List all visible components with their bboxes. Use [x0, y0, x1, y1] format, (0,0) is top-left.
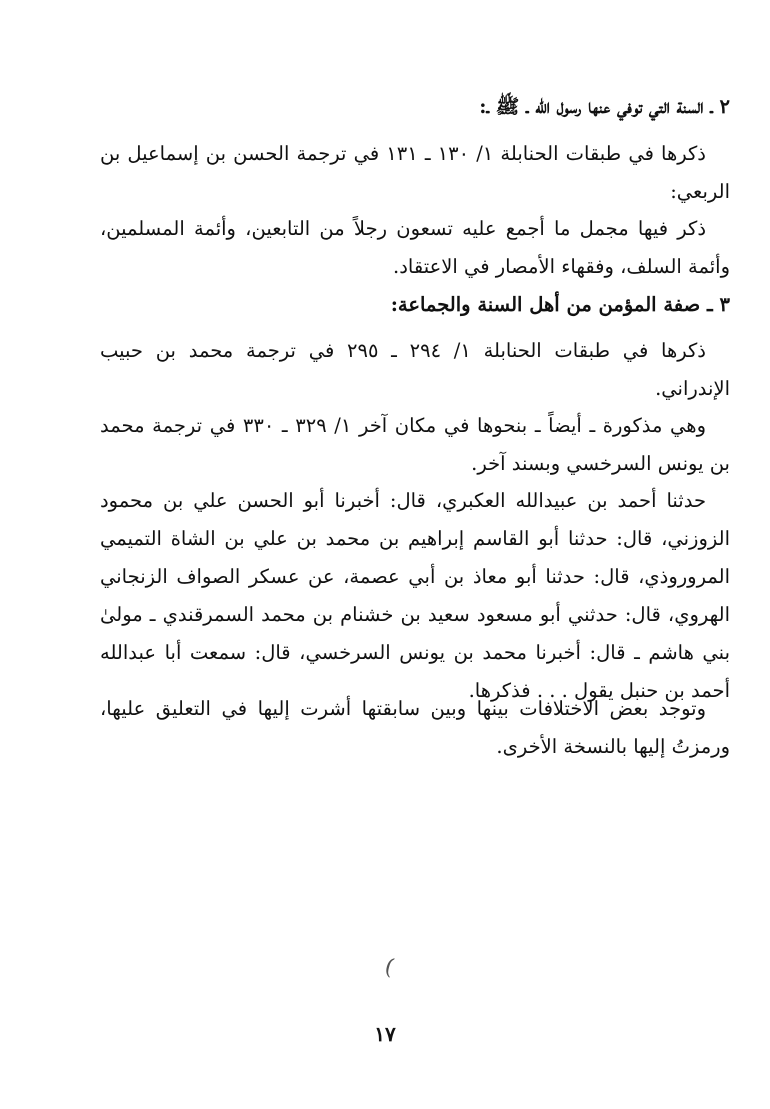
section-heading-3: ٣ ـ صفة المؤمن من أهل السنة والجماعة:: [390, 293, 730, 316]
page-number: ١٧: [374, 1022, 396, 1046]
paragraph-isnad: حدثنا أحمد بن عبيدالله العكبري، قال: أخبرنا أبو الحسن علي بن محمود الزوزني، قال: حدثنا أبو القاسم إبراهيم بن محمد بن علي بن الشاة التميمي المروروذي، قال: حدثنا أبو معاذ بن أبي عصمة، عن عسكر الصواف الزنجاني الهروي، قال: حدثني أبو مسعود سعيد بن خشنام بن محمد السمرقندي ـ مولىٰ بني هاشم ـ قال: أخبرنا محمد بن يونس السرخسي، قال: سمعت أبا عبدالله أحمد بن حنبل يقول . . . فذكرها.: [100, 489, 730, 702]
paragraph-summary-2: ذكر فيها مجمل ما أجمع عليه تسعون رجلاً من التابعين، وأئمة المسلمين، وأئمة السلف، وفقهاء الأمصار في الاعتقاد.: [100, 217, 730, 278]
paragraph-source-3: ذكرها في طبقات الحنابلة ١/ ٢٩٤ ـ ٢٩٥ في ترجمة محمد بن حبيب الإندراني.: [100, 339, 730, 400]
paragraph-differences: وتوجد بعض الاختلافات بينها وبين سابقتها أشرت إليها في التعليق عليها، ورمزتُ إليها بالنسخة الأخرى.: [100, 697, 730, 758]
paragraph-source-2: ذكرها في طبقات الحنابلة ١/ ١٣٠ ـ ١٣١ في ترجمة الحسن بن إسماعيل بن الربعي:: [100, 142, 730, 203]
paragraph-other-location: وهي مذكورة ـ أيضاً ـ بنحوها في مكان آخر ١/ ٣٢٩ ـ ٣٣٠ في ترجمة محمد بن يونس السرخسي وبسند آخر.: [100, 414, 730, 475]
footnote-mark: (: [381, 954, 397, 981]
section-heading-2: ٢ ـ السنة التي توفي عنها رسول الله ـ ﷺ ـ:: [479, 95, 730, 118]
